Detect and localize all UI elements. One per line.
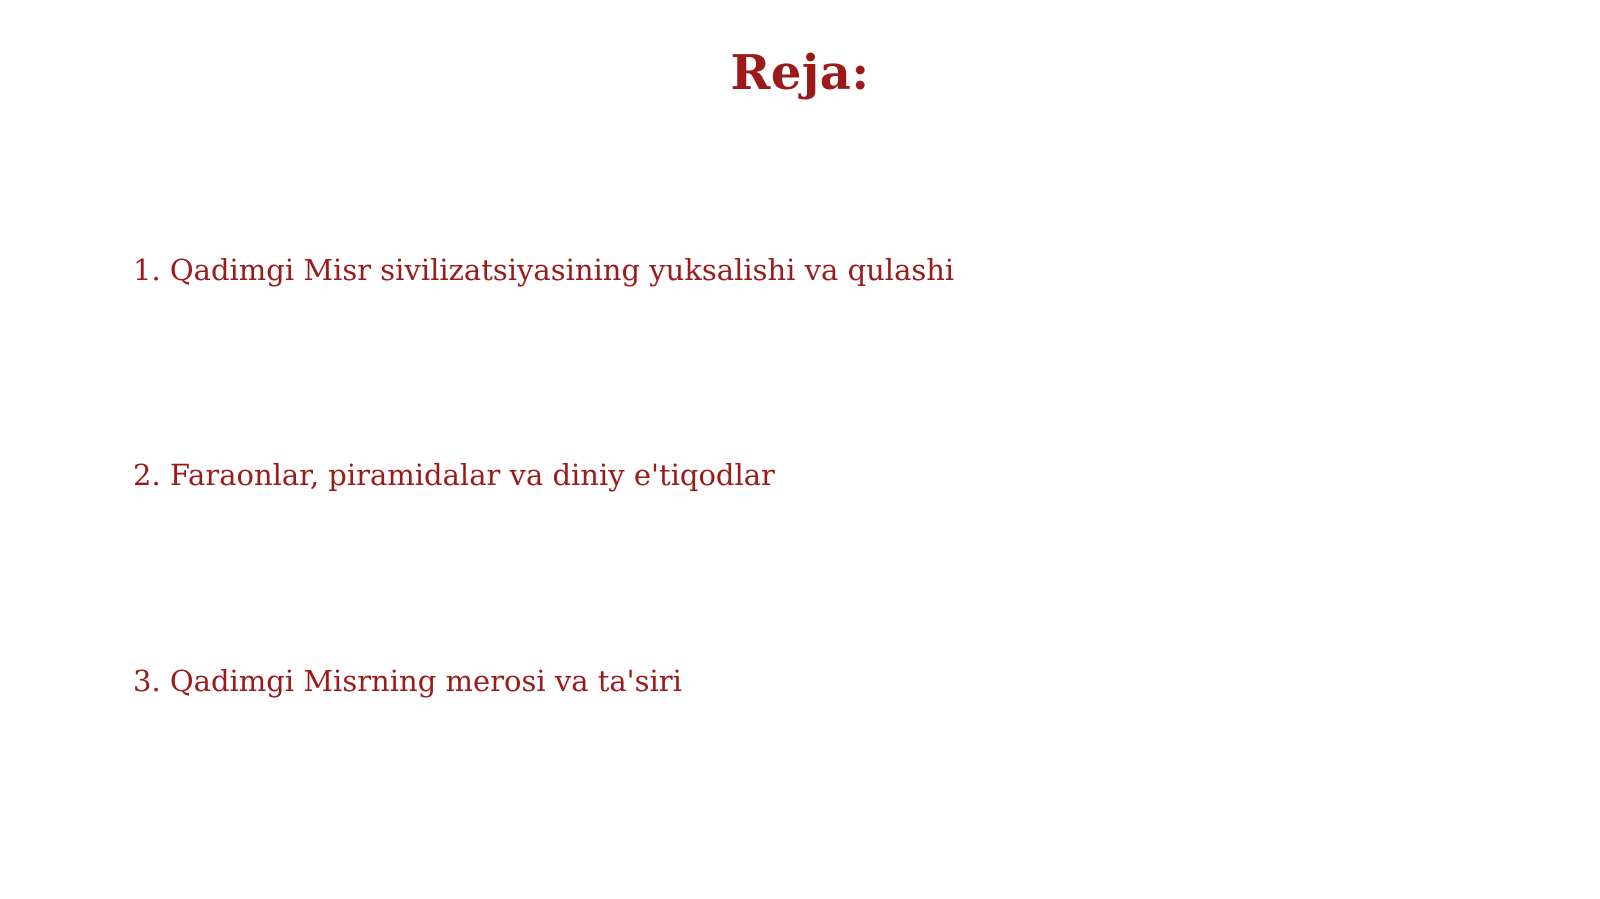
plan-item-1: 1. Qadimgi Misr sivilizatsiyasining yuksalishi va qulashi [133, 253, 955, 287]
slide-title: Reja: [730, 45, 870, 101]
plan-item-3: 3. Qadimgi Misrning merosi va ta'siri [133, 664, 682, 698]
plan-item-2: 2. Faraonlar, piramidalar va diniy e'tiqodlar [133, 458, 775, 492]
